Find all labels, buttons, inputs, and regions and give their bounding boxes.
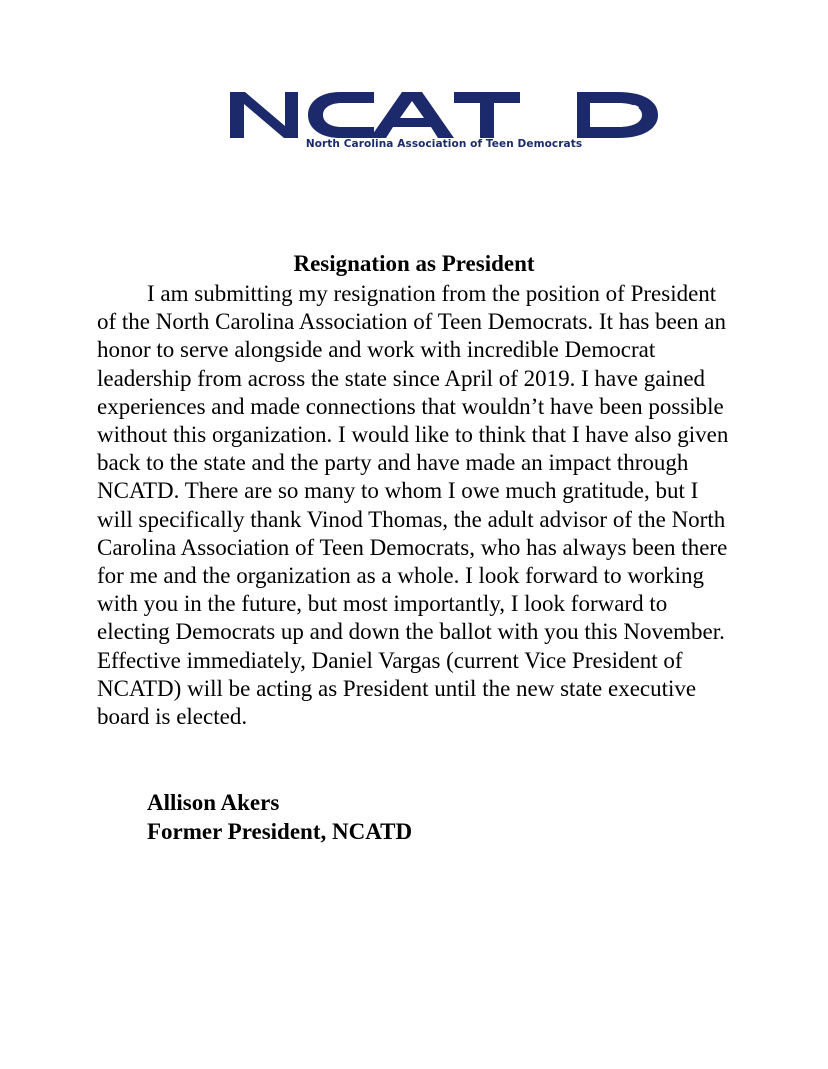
signature-title: Former President, NCATD [147,818,413,844]
letter-body: I am submitting my resignation from the position of President of the North Carolina Association of Teen Democrats. It has been an honor to serve alongside and work with incredible Democrat leadership from across the state since April of 2019. I have gained experiences and made connections that wouldn’t have been possible without this organization. I would like to think that I have also given back to the state and the party and have made an impact through NCATD. There are so many to whom I owe much gratitude, but I will specifically thank Vinod Thomas, the adult advisor of the North Carolina Association of Teen Democrats, who has always been there for me and the organization as a whole. I look forward to working with you in the future, but most importantly, I look forward to electing Democrats up and down the ballot with you this November. Effective immediately, Daniel Vargas (current Vice President of NCATD) will be acting as President until the new state executive board is elected. [97,281,729,730]
ncatd-wordmark [228,86,660,142]
signature-name: Allison Akers [147,790,280,815]
letter-title: Resignation as President [293,251,535,276]
signature-block [147,789,412,846]
ncatd-logo [228,86,660,154]
nc-state-shape [594,105,640,125]
logo-tagline: North Carolina Association of Teen Democrats [305,138,583,150]
